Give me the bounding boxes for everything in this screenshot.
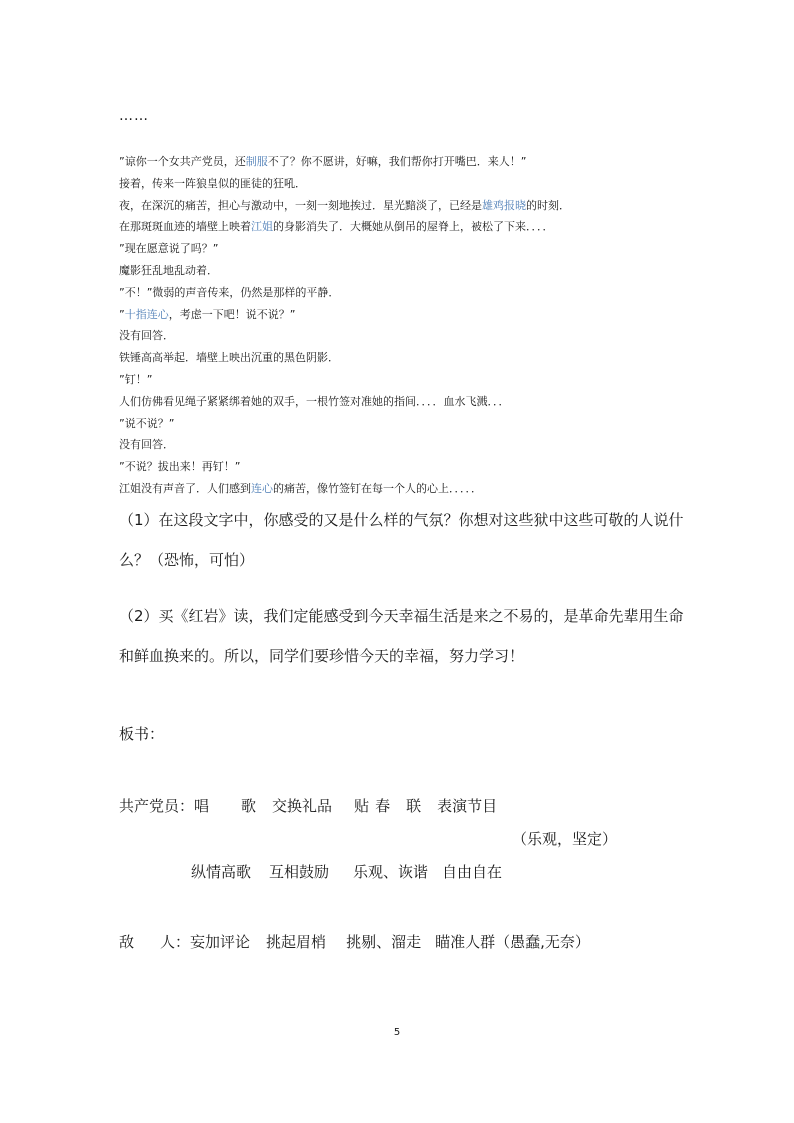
enemy-label: 敌 [119,933,135,951]
board-item: 挑起眉梢 [266,933,327,951]
text-segment: 的时刻． [526,198,570,212]
board-party-row-2 [191,861,502,882]
board-item: 贴 [354,797,370,815]
text-segment: 在那斑斑血迹的墙壁上映着 [119,220,251,234]
passage-line [119,195,699,217]
ellipsis: …… [119,108,149,124]
board-item: 歌 [241,797,257,815]
highlighted-phrase: 江姐 [251,220,273,234]
highlighted-phrase: 十指连心 [124,307,169,321]
page-number: 5 [393,1027,401,1038]
board-item: 妄加评论 [190,933,251,951]
passage-line: ”不！”微弱的声音传来，仍然是那样的平静． [119,285,340,299]
passage-line: 人们仿佛看见绳子紧紧绑着她的双手，一根竹签对准她的指间．．．．血水飞溅．．． [119,394,510,408]
board-item: 联 [406,797,422,815]
board-item: 春 [375,797,391,815]
highlighted-phrase: 雄鸡报晓 [482,198,526,212]
board-enemy-row [119,931,590,952]
passage-line: 没有回答． [119,438,174,452]
board-item: 互相鼓励 [269,863,330,881]
passage-line: ”不说？拔出来！再钉！” [119,460,241,474]
party-label: 共产党员： [119,797,195,815]
board-item: 纵情高歌 [191,863,252,881]
passage-line: ”钉！” [119,372,153,386]
highlighted-phrase: 制服 [245,155,268,168]
board-item: 唱 [194,797,210,815]
highlighted-phrase: 连心 [251,481,273,495]
text-segment: 的身影消失了．大概她从倒吊的屋脊上，被松了下来．．．． [273,220,554,234]
text-segment: 的痛苦，像竹签钉在每一个人的心上．．．．． [273,481,482,495]
enemy-label: 人： [160,933,191,951]
text-segment: 不了？你不愿讲，好嘛，我们帮你打开嘴巴．来人！” [267,155,527,168]
text-segment: ” [119,307,125,321]
passage-line [119,304,699,326]
board-item: 瞄准人群（愚蠢,无奈） [435,933,590,951]
story-passage [119,151,699,500]
board-item: 自由自在 [442,863,503,881]
board-item: 乐观、诙谐 [353,863,429,881]
text-segment: ，考虑一下吧！说不说？” [168,307,296,321]
passage-line: 接着，传来一阵狼皇似的匪徒的狂吼． [119,176,306,190]
board-party-row [119,795,497,816]
text-segment: 江姐没有声音了．人们感到 [119,481,251,495]
party-traits: （乐观，坚定） [512,830,618,848]
passage-line: ”说不说？” [119,416,175,430]
question-1: （1）在这段文字中，你感受的又是什么样的气氛？你想对这些狱中这些可敬的人说什么？（恐怖，可怕） [119,511,684,569]
passage-line: 魔影狂乱地乱动着． [119,263,218,277]
passage-line: ”现在愿意说了吗？” [119,242,219,256]
text-segment: 夜，在深沉的痛苦，担心与激动中，一刻一刻地挨过．星光黯淡了，已经是 [119,198,482,212]
passage-line [119,216,699,238]
passage-line [119,151,699,173]
passage-line: 没有回答． [119,329,174,343]
board-item: 挑剔、溜走 [346,933,422,951]
board-item: 表演节目 [437,797,498,815]
passage-line: 铁锤高高举起．墙壁上映出沉重的黑色阴影． [119,351,339,365]
passage-line [119,478,699,500]
board-heading: 板书： [119,725,165,743]
board-item: 交换礼品 [272,797,333,815]
text-segment: ”谅你一个女共产党员，还 [119,155,246,168]
question-2: （2）买《红岩》读，我们定能感受到今天幸福生活是来之不易的，是革命先辈用生命和鲜血换来的。所以，同学们要珍惜今天的幸福，努力学习！ [119,607,684,665]
